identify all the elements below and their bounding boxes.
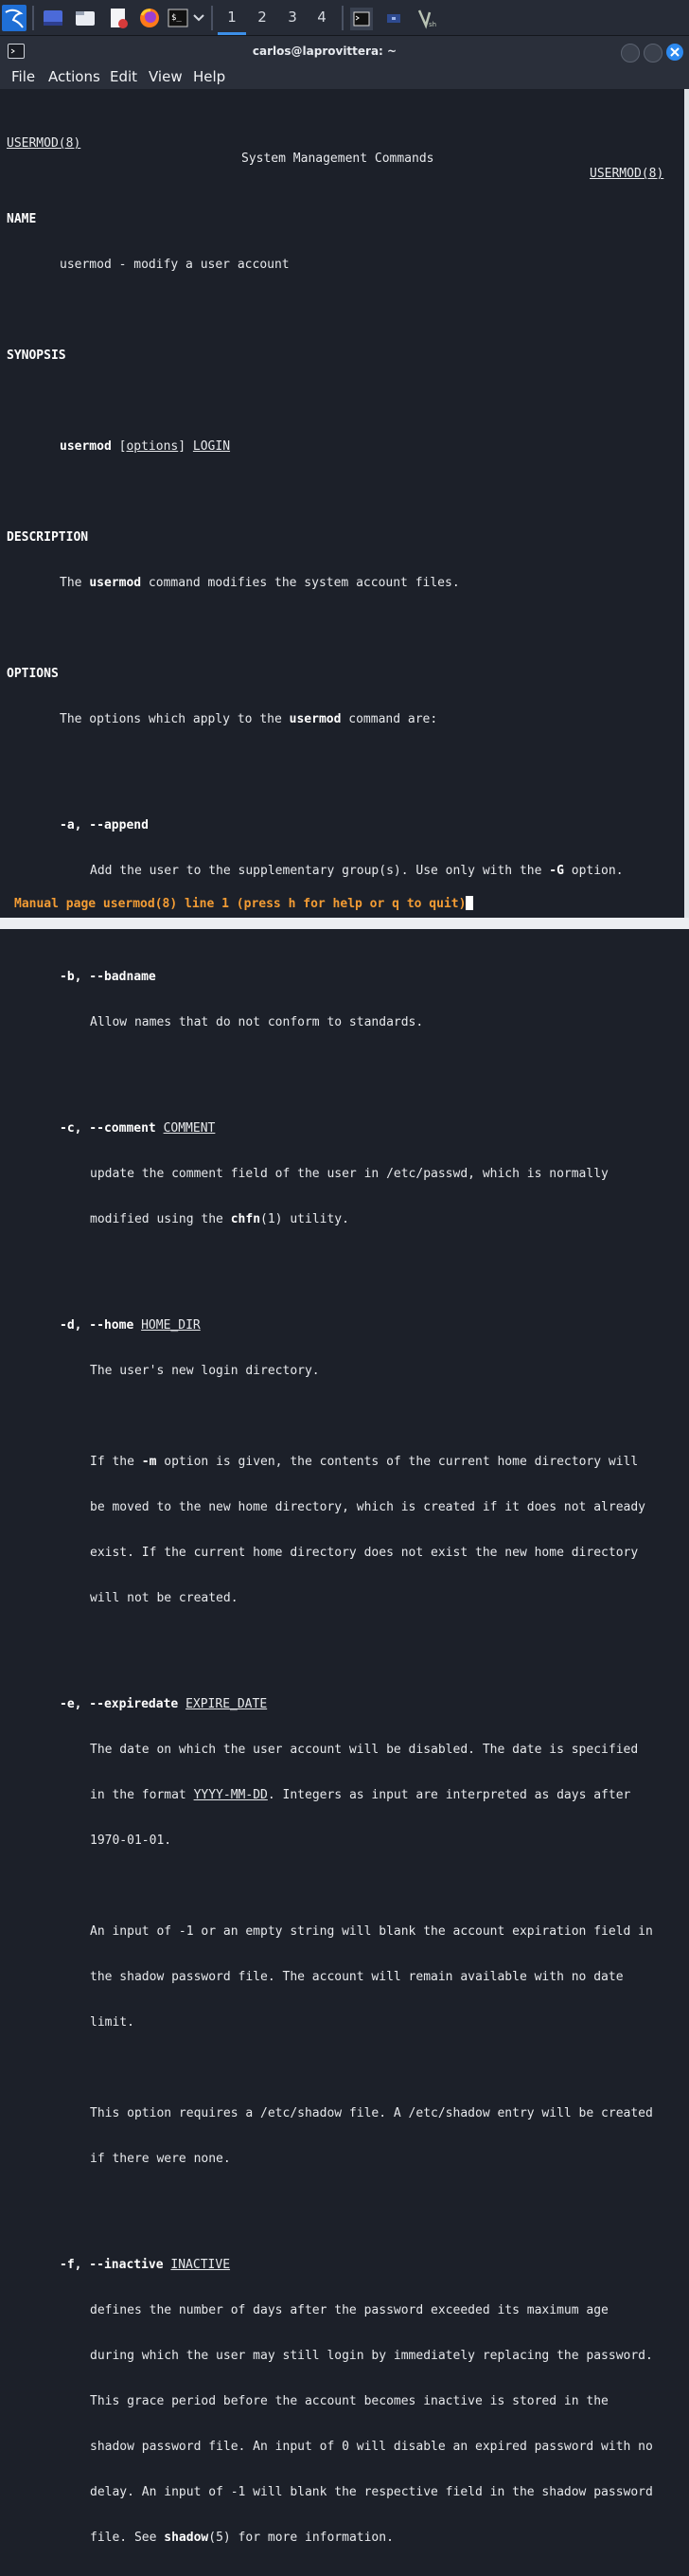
option-expiredate-text: limit.	[90, 2015, 134, 2030]
section-synopsis-heading: SYNOPSIS	[7, 349, 66, 363]
file-manager-icon[interactable]	[75, 8, 96, 28]
menu-help[interactable]: Help	[193, 68, 226, 85]
option-badname-flags: -b, --badname	[60, 970, 156, 984]
workspace-2[interactable]: 2	[257, 9, 267, 26]
taskbar-separator	[211, 6, 213, 30]
text-editor-icon[interactable]	[108, 8, 129, 28]
scrollbar[interactable]	[684, 89, 689, 918]
window-titlebar	[0, 36, 689, 66]
option-comment-text: update the comment field of the user in /etc/passwd, which is normally	[90, 1167, 609, 1181]
kali-menu-icon[interactable]	[2, 5, 26, 31]
minimize-button[interactable]	[621, 44, 640, 63]
svg-text:sh: sh	[429, 21, 437, 28]
svg-text:$_: $_	[171, 13, 182, 23]
workspace-4[interactable]: 4	[317, 9, 327, 26]
chevron-down-icon[interactable]	[192, 8, 213, 28]
synopsis-options: options	[126, 439, 179, 454]
system-monitor-icon[interactable]	[416, 8, 437, 28]
option-append-flags: -a, --append	[60, 818, 149, 832]
synopsis-line: usermod [options] LOGIN	[60, 439, 231, 454]
firefox-icon[interactable]	[139, 8, 160, 28]
option-expiredate-text: 1970-01-01.	[90, 1834, 172, 1848]
synopsis-command: usermod	[60, 439, 112, 454]
options-intro: The options which apply to the usermod command are:	[60, 712, 438, 726]
option-home-flags: -d, --home HOME_DIR	[60, 1318, 201, 1333]
option-inactive-text: file. See shadow(5) for more information.	[90, 2531, 394, 2545]
option-inactive-text: This grace period before the account becomes inactive is stored in the	[90, 2394, 609, 2408]
option-inactive-text: shadow password file. An input of 0 will disable an expired password with no	[90, 2440, 653, 2454]
option-badname-text: Allow names that do not conform to standards.	[90, 1015, 424, 1029]
text-cursor	[466, 896, 473, 910]
description-text: The usermod command modifies the system account files.	[60, 576, 460, 590]
menubar	[0, 66, 689, 89]
option-expiredate-text: This option requires a /etc/shadow file. A /etc/shadow entry will be created	[90, 2106, 653, 2120]
option-expiredate-text: An input of -1 or an empty string will blank the account expiration field in	[90, 1924, 653, 1939]
man-header-left: USERMOD(8)	[7, 136, 81, 151]
window-title: carlos@laprovittera: ~	[252, 45, 398, 58]
menu-edit[interactable]: Edit	[110, 68, 138, 85]
terminal-window-icon[interactable]	[350, 8, 373, 30]
taskbar-separator	[342, 6, 344, 30]
maximize-button[interactable]	[644, 44, 662, 63]
man-header-right: USERMOD(8)	[590, 167, 664, 181]
option-inactive-flags: -f, --inactive INACTIVE	[60, 2258, 231, 2272]
option-inactive-text: during which the user may still login by immediately replacing the password.	[90, 2349, 653, 2363]
name-text: usermod - modify a user account	[60, 258, 290, 272]
pager-status-line: Manual page usermod(8) line 1 (press h for help or q to quit)	[14, 896, 473, 911]
option-home-text: be moved to the new home directory, which is created if it does not already	[90, 1500, 645, 1514]
taskbar-separator	[32, 6, 34, 30]
option-expiredate-text: the shadow password file. The account will remain available with no date	[90, 1970, 624, 1984]
option-home-text: will not be created.	[90, 1591, 238, 1605]
man-header	[7, 121, 665, 181]
show-desktop-icon[interactable]	[43, 8, 63, 28]
option-expiredate-flags: -e, --expiredate EXPIRE_DATE	[60, 1697, 268, 1711]
man-header-center: System Management Commands	[241, 152, 434, 166]
option-home-text: If the -m option is given, the contents of the current home directory will	[90, 1455, 639, 1469]
close-icon	[666, 44, 683, 61]
option-expiredate-text: in the format YYYY-MM-DD. Integers as input are interpreted as days after	[90, 1788, 631, 1802]
option-expiredate-text: The date on which the user account will be disabled. The date is specified	[90, 1743, 639, 1757]
workspace-3[interactable]: 3	[288, 9, 297, 26]
option-inactive-text: delay. An input of -1 will blank the respective field in the shadow password	[90, 2485, 653, 2499]
synopsis-login: LOGIN	[192, 439, 231, 454]
option-comment-text: modified using the chfn(1) utility.	[90, 1212, 349, 1226]
workspace-1[interactable]: 1	[218, 0, 246, 35]
option-expiredate-text: if there were none.	[90, 2152, 231, 2166]
option-append-text: Add the user to the supplementary group(s). Use only with the -G option.	[90, 864, 624, 878]
menu-file[interactable]: File	[11, 68, 36, 85]
option-home-text: The user's new login directory.	[90, 1364, 320, 1378]
section-description-heading: DESCRIPTION	[7, 530, 89, 545]
option-inactive-text: defines the number of days after the password exceeded its maximum age	[90, 2303, 609, 2317]
section-name-heading: NAME	[7, 212, 37, 226]
window-bottom-edge	[0, 918, 689, 929]
close-button[interactable]	[666, 44, 683, 61]
terminal-area[interactable]	[0, 89, 689, 2545]
menu-actions[interactable]: Actions	[48, 68, 100, 85]
option-home-text: exist. If the current home directory does not exist the new home directory	[90, 1546, 639, 1560]
man-page-content	[7, 91, 665, 2576]
window-thumbnail-icon[interactable]	[383, 8, 404, 28]
taskbar	[0, 0, 689, 36]
terminal-launcher-icon[interactable]	[168, 8, 188, 28]
menu-view[interactable]: View	[149, 68, 183, 85]
option-comment-flags: -c, --comment COMMENT	[60, 1121, 216, 1136]
section-options-heading: OPTIONS	[7, 667, 59, 681]
